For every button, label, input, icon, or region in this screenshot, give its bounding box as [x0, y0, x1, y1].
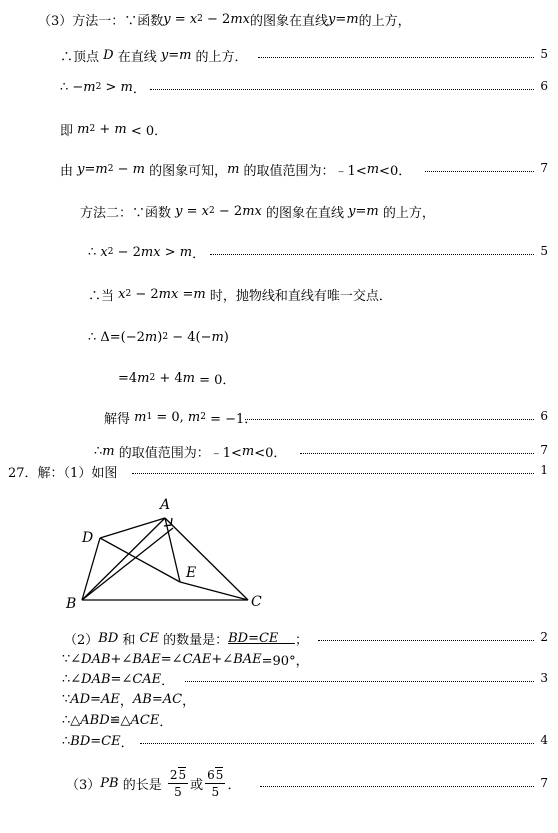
score-mark: 6	[540, 409, 548, 423]
label-d: D	[82, 530, 94, 546]
discriminant: ∴ Δ=(−2 m ) 2 − 4(− m )	[88, 329, 229, 345]
label-e: E	[186, 565, 197, 581]
label-c: C	[251, 594, 262, 610]
inequality-neg-m-squared: ∴ − m 2 > m ．	[60, 79, 146, 97]
label-b: B	[66, 596, 77, 610]
score-mark: 5	[540, 47, 548, 61]
score-mark: 5	[540, 244, 548, 258]
leader-dots	[132, 472, 534, 474]
vertex-above-line: ∴顶点 D 在直线 y=m 的上方．	[60, 47, 248, 65]
fraction-6-root5-over-5: $\frac{65}{5}$	[207, 767, 224, 799]
triangles-congruent: ∴△ ABD ≌△ ACE ．	[62, 712, 173, 730]
leader-dots	[300, 452, 534, 454]
leader-dots	[245, 418, 534, 420]
inequality-m2-plus-m: 即 m 2 + m < 0．	[60, 121, 168, 139]
score-mark: 7	[540, 776, 548, 790]
leader-dots	[210, 253, 534, 255]
discriminant-zero: =4 m 2 + 4 m = 0．	[118, 370, 236, 388]
score-mark: 2	[540, 630, 548, 644]
part2-answer: （2） BD 和 CE 的数量是： BD=CE ；	[64, 630, 308, 648]
sides-equal: ∵ AD=AE ， AB=AC ，	[62, 691, 196, 709]
leader-dots	[140, 742, 534, 744]
q27-header: 27．解：（1）如图	[8, 465, 118, 481]
method2-premise: 方法二：∵函数 y = x 2 − 2 mx 的图象在直线 y=m 的上方，	[80, 203, 435, 221]
segment-ec	[180, 582, 248, 600]
score-mark: 7	[540, 443, 548, 457]
leader-dots	[260, 785, 534, 787]
roots: 解得 m 1 = 0, m 2 = −1．	[104, 409, 258, 427]
fraction-2-root5-over-5: $\frac{25}{5}$	[169, 767, 187, 799]
leader-dots	[150, 88, 534, 90]
leader-dots	[258, 56, 534, 58]
score-mark: 1	[540, 463, 548, 477]
range-conclusion-2: ∴ m 的取值范围为：﹣1< m <0．	[94, 443, 287, 461]
score-mark: 4	[540, 733, 548, 747]
segment-b-to-a	[82, 528, 173, 600]
score-mark: 7	[540, 161, 548, 175]
unique-intersection: ∴当 x 2 − 2 mx = m 时，抛物线和直线有唯一交点．	[88, 286, 392, 304]
range-conclusion-1: 由 y=m 2 − m 的图象可知， m 的取值范围为：﹣1< m <0．	[60, 161, 412, 179]
segment-de	[100, 538, 180, 582]
part3-answer: （3） PB 的长是 $\frac{25}{5}$ 或 $\frac{65}{5}$ ．	[66, 767, 241, 799]
angle-sum: ∵∠ DAB +∠ BAE =∠ CAE +∠ BAE =90°，	[62, 651, 309, 669]
bd-equals-ce: ∴ BD=CE ．	[62, 733, 134, 751]
score-mark: 3	[540, 671, 548, 685]
method1-premise: （3）方法一：∵函数 y = x 2 − 2 mx 的图象在直线 y=m 的上方，	[38, 11, 411, 29]
segment-ac	[165, 518, 248, 600]
angle-equal: ∴∠ DAB =∠ CAE ．	[62, 671, 175, 689]
leader-dots	[318, 639, 534, 641]
inequality-x2-2mx: ∴ x 2 − 2 mx > m ．	[88, 244, 206, 262]
score-mark: 6	[540, 79, 548, 93]
leader-dots	[185, 680, 534, 682]
leader-dots	[425, 170, 534, 172]
label-a: A	[160, 497, 171, 513]
geometry-figure	[60, 490, 270, 610]
